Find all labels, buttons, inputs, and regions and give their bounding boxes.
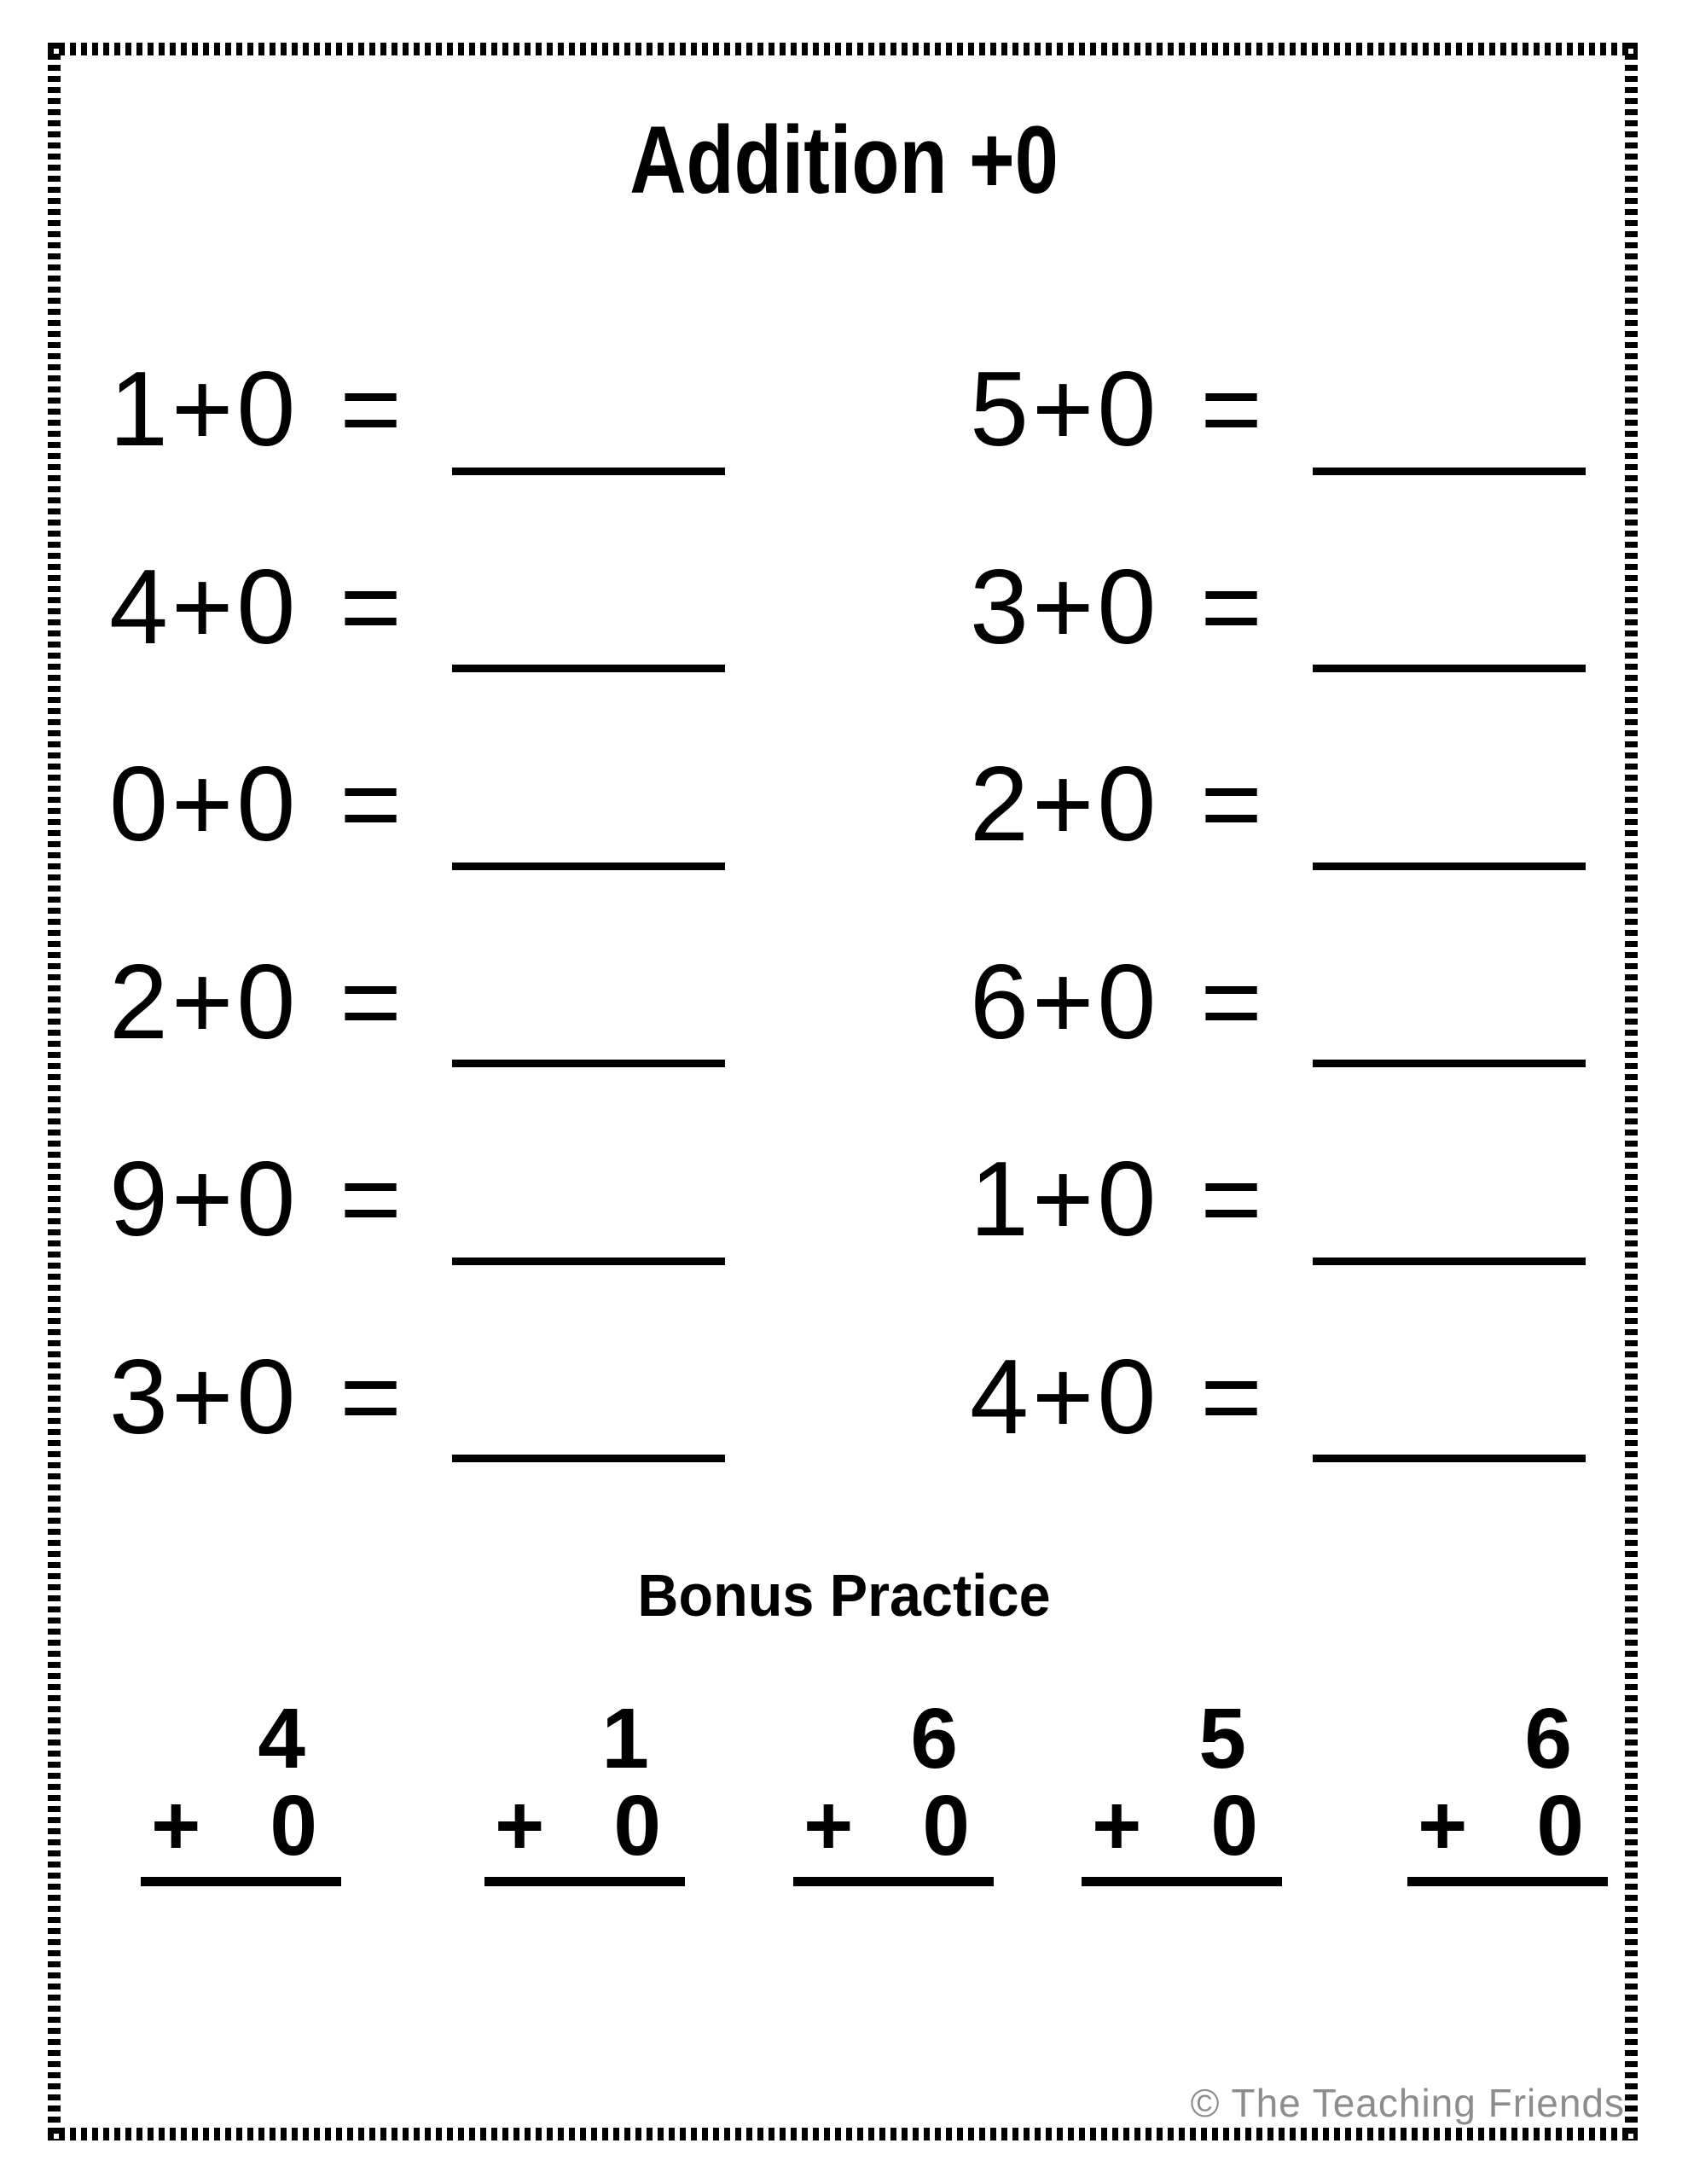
addition-problem-row	[846, 746, 1688, 950]
addition-problem-row	[0, 746, 846, 950]
bonus-problem	[484, 1691, 685, 1886]
equals-sign: =	[1200, 1338, 1266, 1456]
equals-sign: =	[1200, 548, 1266, 666]
operand-zero: 0	[1097, 548, 1160, 666]
operand-first: 1	[970, 1141, 1032, 1258]
operand-zero: 0	[236, 548, 299, 666]
operand-first: 2	[970, 746, 1032, 863]
operand-first: 0	[109, 746, 171, 863]
plus-operator: +	[1031, 1338, 1098, 1456]
equals-sign: =	[1200, 943, 1266, 1061]
answer-blank-line	[1313, 1060, 1586, 1067]
plus-operator: +	[1031, 351, 1098, 468]
answer-blank-line	[452, 863, 725, 870]
bonus-plus-operator: +	[803, 1778, 854, 1873]
plus-operator: +	[1031, 548, 1098, 666]
bonus-problem	[1082, 1691, 1282, 1886]
operand-first: 4	[970, 1338, 1032, 1456]
bonus-zero-addend: 0	[1210, 1778, 1258, 1873]
answer-blank-line	[1313, 1258, 1586, 1265]
bonus-plus-operator: +	[1092, 1778, 1142, 1873]
operand-zero: 0	[236, 746, 299, 863]
bonus-top-addend: 4	[258, 1691, 305, 1786]
bonus-problem	[793, 1691, 994, 1886]
bonus-top-addend: 5	[1198, 1691, 1246, 1786]
equals-sign: =	[339, 548, 405, 666]
bonus-answer-line	[141, 1877, 341, 1886]
bonus-answer-line	[793, 1877, 994, 1886]
answer-blank-line	[1313, 468, 1586, 475]
equals-sign: =	[339, 943, 405, 1061]
plus-operator: +	[171, 1338, 237, 1456]
addition-problem-row	[0, 548, 846, 752]
bonus-answer-line	[484, 1877, 685, 1886]
bonus-zero-addend: 0	[922, 1778, 970, 1873]
operand-zero: 0	[1097, 1338, 1160, 1456]
bonus-heading: Bonus Practice	[637, 1562, 1051, 1629]
bonus-problem	[141, 1691, 341, 1886]
equals-sign: =	[339, 746, 405, 863]
operand-zero: 0	[236, 351, 299, 468]
page-border-top	[48, 43, 1638, 55]
bonus-zero-addend: 0	[613, 1778, 661, 1873]
operand-zero: 0	[1097, 1141, 1160, 1258]
answer-blank-line	[452, 1258, 725, 1265]
operand-first: 1	[109, 351, 171, 468]
addition-problem-row	[846, 1141, 1688, 1345]
operand-zero: 0	[236, 1141, 299, 1258]
plus-operator: +	[171, 351, 237, 468]
operand-first: 6	[970, 943, 1032, 1061]
addition-problem-row	[0, 351, 846, 555]
bonus-plus-operator: +	[1418, 1778, 1468, 1873]
answer-blank-line	[1313, 1455, 1586, 1462]
answer-blank-line	[452, 1455, 725, 1462]
addition-problem-row	[846, 943, 1688, 1147]
operand-first: 3	[970, 548, 1032, 666]
bonus-answer-line	[1407, 1877, 1608, 1886]
answer-blank-line	[452, 1060, 725, 1067]
plus-operator: +	[171, 746, 237, 863]
bonus-top-addend: 6	[910, 1691, 958, 1786]
operand-zero: 0	[1097, 746, 1160, 863]
equals-sign: =	[339, 351, 405, 468]
equals-sign: =	[1200, 351, 1266, 468]
operand-first: 3	[109, 1338, 171, 1456]
operand-zero: 0	[1097, 943, 1160, 1061]
bonus-top-addend: 1	[601, 1691, 649, 1786]
page-title: Addition +0	[629, 107, 1059, 213]
operand-zero: 0	[236, 1338, 299, 1456]
bonus-answer-line	[1082, 1877, 1282, 1886]
footer-credit: © The Teaching Friends	[1190, 2081, 1625, 2125]
answer-blank-line	[452, 468, 725, 475]
bonus-zero-addend: 0	[270, 1778, 317, 1873]
bonus-top-addend: 6	[1524, 1691, 1572, 1786]
answer-blank-line	[1313, 863, 1586, 870]
plus-operator: +	[1031, 746, 1098, 863]
plus-operator: +	[171, 548, 237, 666]
equals-sign: =	[1200, 1141, 1266, 1258]
equals-sign: =	[1200, 746, 1266, 863]
addition-problem-row	[0, 943, 846, 1147]
plus-operator: +	[171, 1141, 237, 1258]
equals-sign: =	[339, 1141, 405, 1258]
bonus-zero-addend: 0	[1536, 1778, 1584, 1873]
addition-problem-row	[0, 1141, 846, 1345]
answer-blank-line	[1313, 665, 1586, 672]
bonus-plus-operator: +	[151, 1778, 201, 1873]
addition-problem-row	[846, 1338, 1688, 1542]
operand-first: 4	[109, 548, 171, 666]
operand-zero: 0	[236, 943, 299, 1061]
equals-sign: =	[339, 1338, 405, 1456]
operand-first: 2	[109, 943, 171, 1061]
operand-first: 9	[109, 1141, 171, 1258]
page-border-bottom	[48, 2128, 1638, 2140]
answer-blank-line	[452, 665, 725, 672]
problems-grid	[0, 351, 1688, 1542]
addition-problem-row	[0, 1338, 846, 1542]
operand-zero: 0	[1097, 351, 1160, 468]
plus-operator: +	[1031, 1141, 1098, 1258]
addition-problem-row	[846, 548, 1688, 752]
addition-problem-row	[846, 351, 1688, 555]
bonus-plus-operator: +	[495, 1778, 545, 1873]
operand-first: 5	[970, 351, 1032, 468]
plus-operator: +	[171, 943, 237, 1061]
bonus-problem	[1407, 1691, 1608, 1886]
plus-operator: +	[1031, 943, 1098, 1061]
